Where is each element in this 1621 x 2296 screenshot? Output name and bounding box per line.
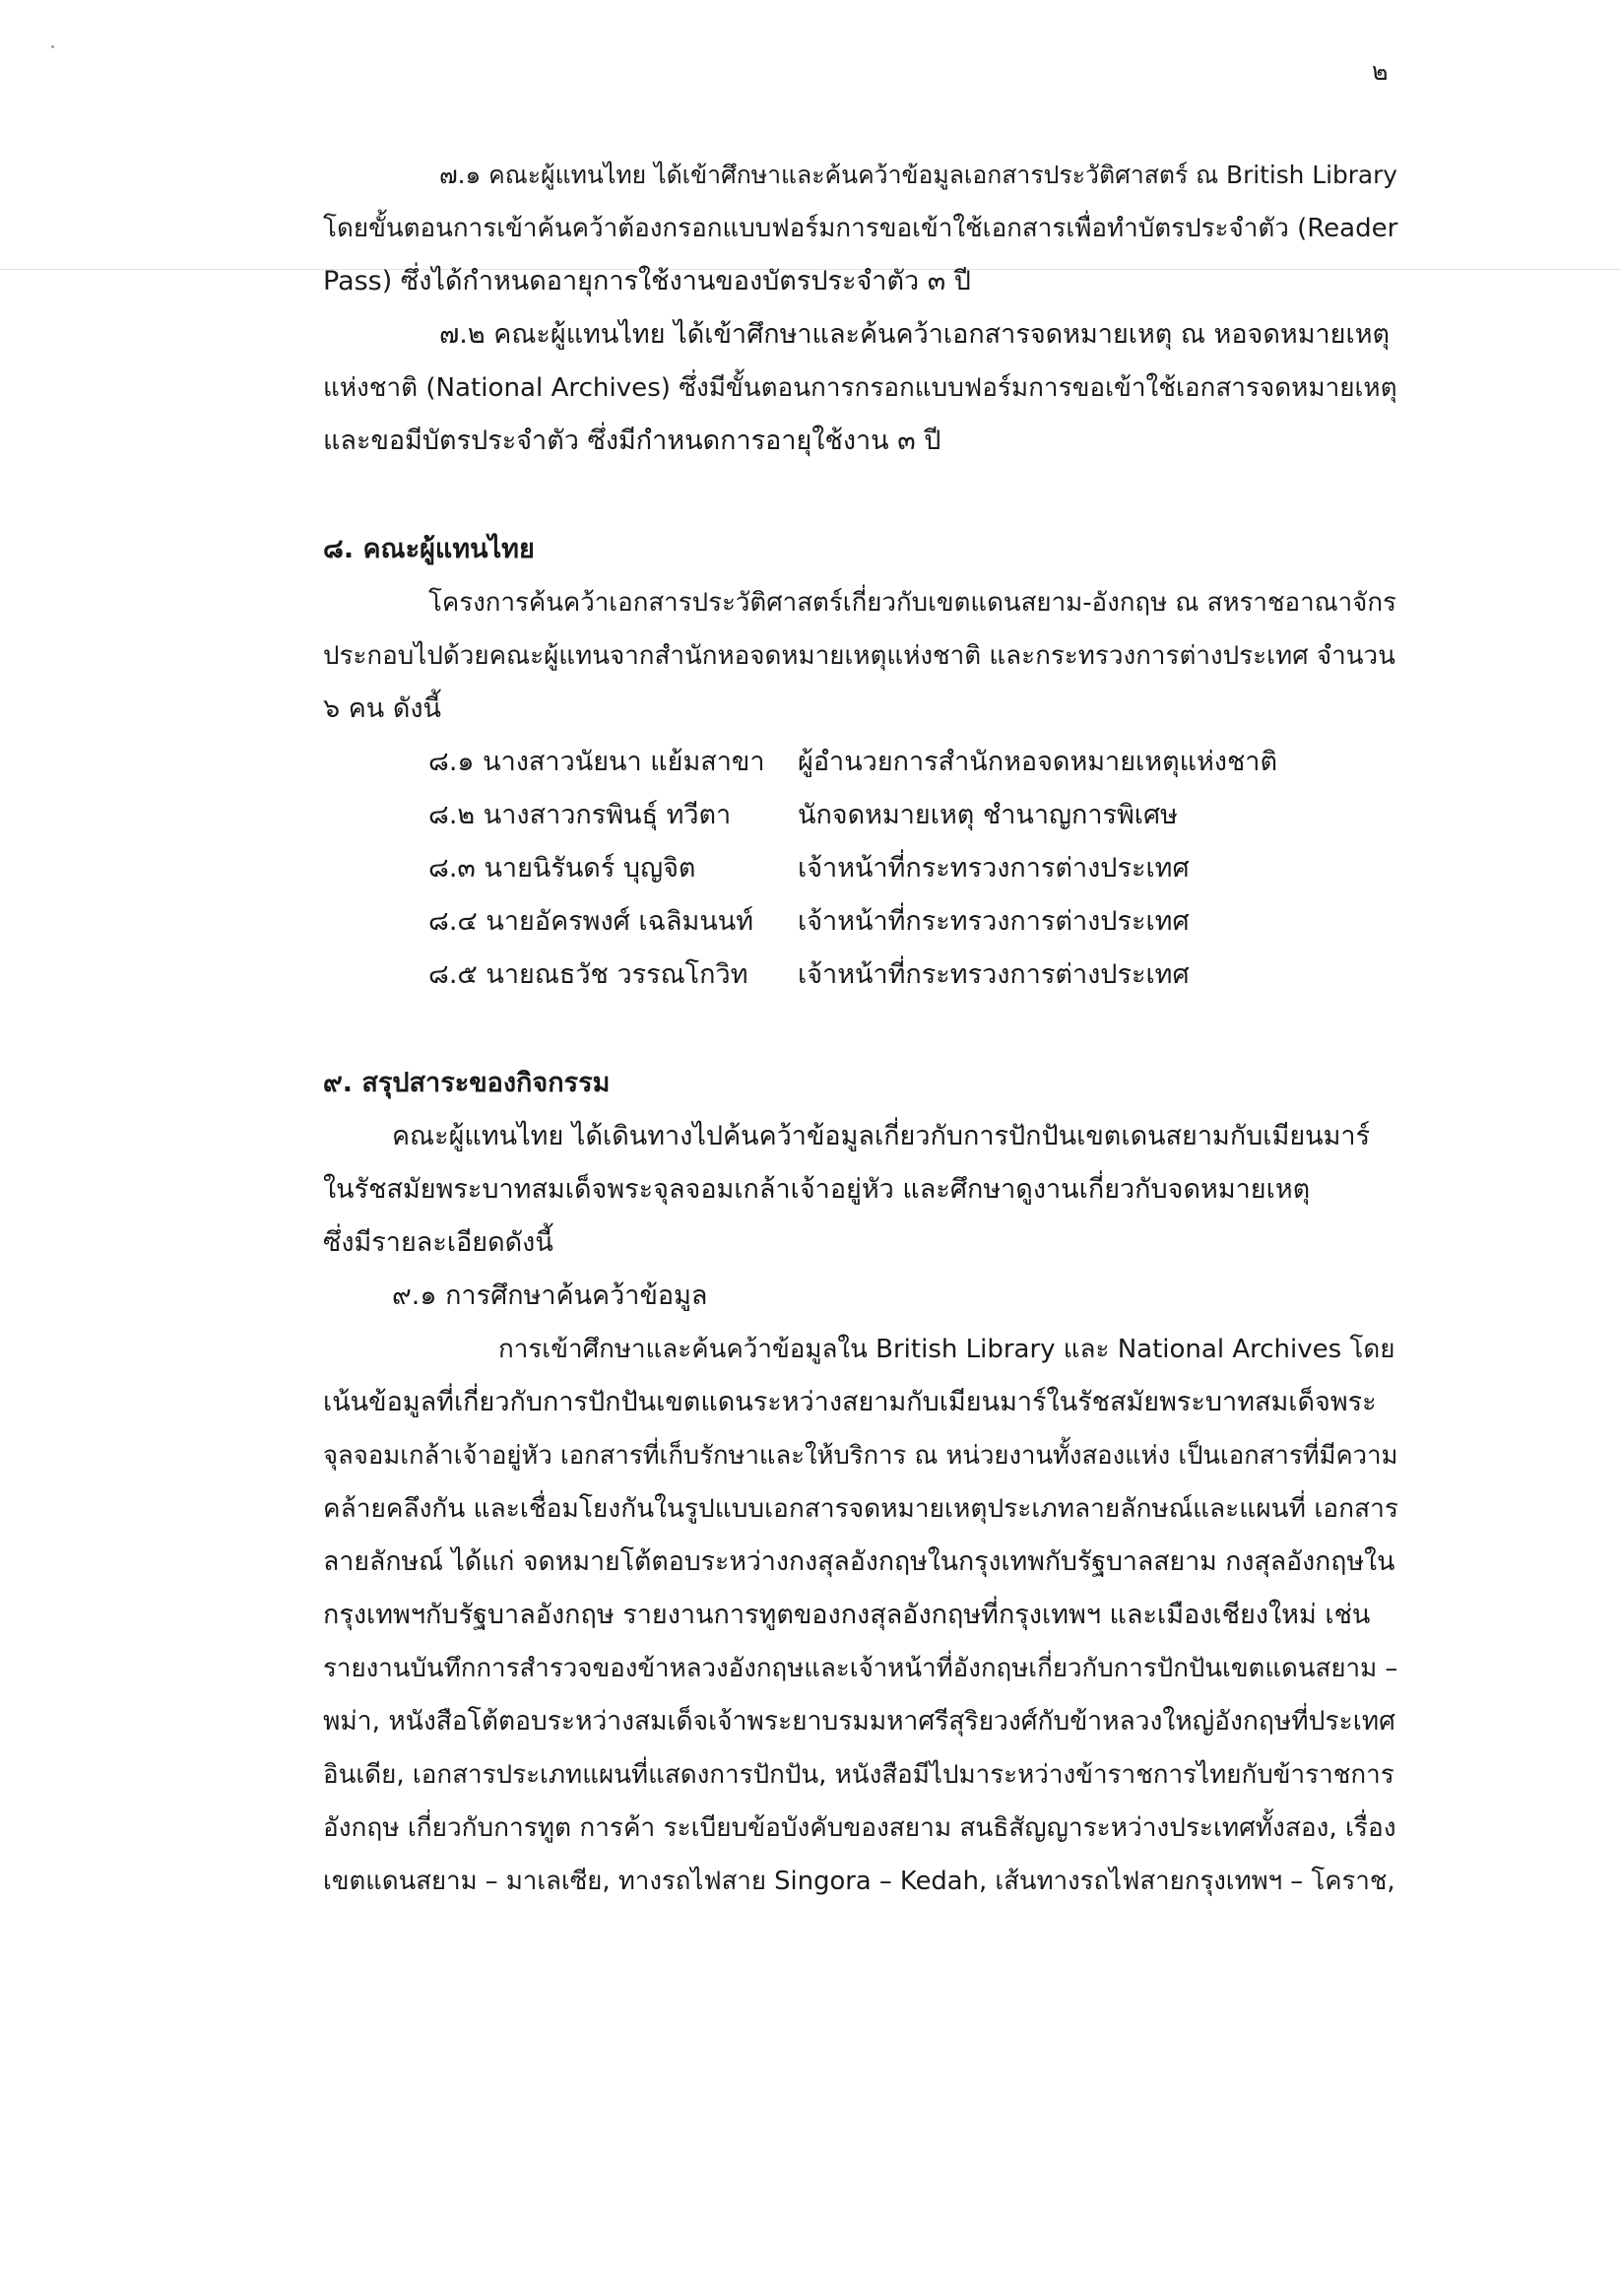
member-name: ๘.๑ นางสาวนัยนา แย้มสาขา <box>428 747 765 777</box>
section7-p2-line2: แห่งชาติ (National Archives) ซึ่งมีขั้นตอนการกรอกแบบฟอร์มการขอเข้าใช้เอกสารจดหมายเหตุ <box>323 373 1397 403</box>
section9-body-line7: รายงานบันทึกการสำรวจของข้าหลวงอังกฤษและเจ้าหน้าที่อังกฤษเกี่ยวกับการปักปันเขตแดนสยาม – <box>323 1654 1398 1683</box>
member-name: ๘.๓ นายนิรันดร์ บุญจิต <box>428 853 696 884</box>
member-role: เจ้าหน้าที่กระทรวงการต่างประเทศ <box>798 906 1190 937</box>
section9-body-line1: การเข้าศึกษาและค้นคว้าข้อมูลใน British Library และ National Archives โดย <box>498 1335 1395 1364</box>
section7-p1-line3: Pass) ซึ่งได้กำหนดอายุการใช้งานของบัตรประจำตัว ๓ ปี <box>323 266 971 296</box>
section9-subheading: ๙.๑ การศึกษาค้นคว้าข้อมูล <box>392 1280 708 1311</box>
section8-intro-line3: ๖ คน ดังนี้ <box>323 693 441 724</box>
member-role: เจ้าหน้าที่กระทรวงการต่างประเทศ <box>798 853 1190 884</box>
section9-body-line4: คล้ายคลึงกัน และเชื่อมโยงกันในรูปแบบเอกสารจดหมายเหตุประเภทลายลักษณ์และแผนที่ เอกสาร <box>323 1494 1398 1524</box>
section9-body-line9: อินเดีย, เอกสารประเภทแผนที่แสดงการปักปัน, หนังสือมีไปมาระหว่างข้าราชการไทยกับข้าราชการ <box>323 1760 1394 1790</box>
section9-intro-line2: ในรัชสมัยพระบาทสมเด็จพระจุลจอมเกล้าเจ้าอยู่หัว และศึกษาดูงานเกี่ยวกับจดหมายเหตุ <box>323 1174 1311 1205</box>
member-name: ๘.๕ นายณธวัช วรรณโกวิท <box>428 959 748 990</box>
section9-body-line11: เขตแดนสยาม – มาเลเซีย, ทางรถไฟสาย Singora – Kedah, เส้นทางรถไฟสายกรุงเทพฯ – โคราช, <box>323 1867 1395 1896</box>
section8-heading: ๘. คณะผู้แทนไทย <box>323 534 535 564</box>
section8-intro-line1: โครงการค้นคว้าเอกสารประวัติศาสตร์เกี่ยวกับเขตแดนสยาม-อังกฤษ ณ สหราชอาณาจักร <box>428 588 1396 618</box>
section9-body-line2: เน้นข้อมูลที่เกี่ยวกับการปักปันเขตแดนระหว่างสยามกับเมียนมาร์ในรัชสมัยพระบาทสมเด็จพระ <box>323 1387 1377 1417</box>
member-name: ๘.๒ นางสาวกรพินธุ์ ทวีตา <box>428 800 732 830</box>
section9-intro-line1: คณะผู้แทนไทย ได้เดินทางไปค้นคว้าข้อมูลเกี่ยวกับการปักปันเขตเดนสยามกับเมียนมาร์ <box>392 1121 1371 1151</box>
section9-body-line3: จุลจอมเกล้าเจ้าอยู่หัว เอกสารที่เก็บรักษาและให้บริการ ณ หน่วยงานทั้งสองแห่ง เป็นเอกสารที่มีความ <box>323 1441 1398 1471</box>
section7-p1-line1: ๗.๑ คณะผู้แทนไทย ได้เข้าศึกษาและค้นคว้าข้อมูลเอกสารประวัติศาสตร์ ณ British Library <box>439 161 1397 189</box>
page-number: ๒ <box>1372 57 1389 86</box>
section9-intro-line3: ซึ่งมีรายละเอียดดังนี้ <box>323 1227 553 1258</box>
section9-body-line6: กรุงเทพฯกับรัฐบาลอังกฤษ รายงานการทูตของกงสุลอังกฤษที่กรุงเทพฯ และเมืองเชียงใหม่ เช่น <box>323 1600 1371 1630</box>
scan-speck <box>51 45 54 48</box>
section7-p2-line1: ๗.๒ คณะผู้แทนไทย ได้เข้าศึกษาและค้นคว้าเอกสารจดหมายเหตุ ณ หอจดหมายเหตุ <box>439 319 1391 350</box>
member-role: นักจดหมายเหตุ ชำนาญการพิเศษ <box>798 800 1178 830</box>
section9-heading: ๙. สรุปสาระของกิจกรรม <box>323 1068 611 1098</box>
member-role: ผู้อำนวยการสำนักหอจดหมายเหตุแห่งชาติ <box>798 747 1278 777</box>
section7-p2-line3: และขอมีบัตรประจำตัว ซึ่งมีกำหนดการอายุใช้งาน ๓ ปี <box>323 426 941 456</box>
section9-body-line5: ลายลักษณ์ ได้แก่ จดหมายโต้ตอบระหว่างกงสุลอังกฤษในกรุงเทพกับรัฐบาลสยาม กงสุลอังกฤษใน <box>323 1546 1395 1577</box>
member-name: ๘.๔ นายอัครพงศ์ เฉลิมนนท์ <box>428 906 754 937</box>
section9-body-line10: อังกฤษ เกี่ยวกับการทูต การค้า ระเบียบข้อบังคับของสยาม สนธิสัญญาระหว่างประเทศทั้งสอง, เรื่อง <box>323 1813 1396 1843</box>
section9-body-line8: พม่า, หนังสือโต้ตอบระหว่างสมเด็จเจ้าพระยาบรมมหาศรีสุริยวงศ์กับข้าหลวงใหญ่อังกฤษที่ประเทศ <box>323 1706 1395 1737</box>
section8-intro-line2: ประกอบไปด้วยคณะผู้แทนจากสำนักหอจดหมายเหตุแห่งชาติ และกระทรวงการต่างประเทศ จำนวน <box>323 641 1395 671</box>
member-role: เจ้าหน้าที่กระทรวงการต่างประเทศ <box>798 959 1190 990</box>
section7-p1-line2: โดยขั้นตอนการเข้าค้นคว้าต้องกรอกแบบฟอร์มการขอเข้าใช้เอกสารเพื่อทำบัตรประจำตัว (Reader <box>323 214 1398 243</box>
